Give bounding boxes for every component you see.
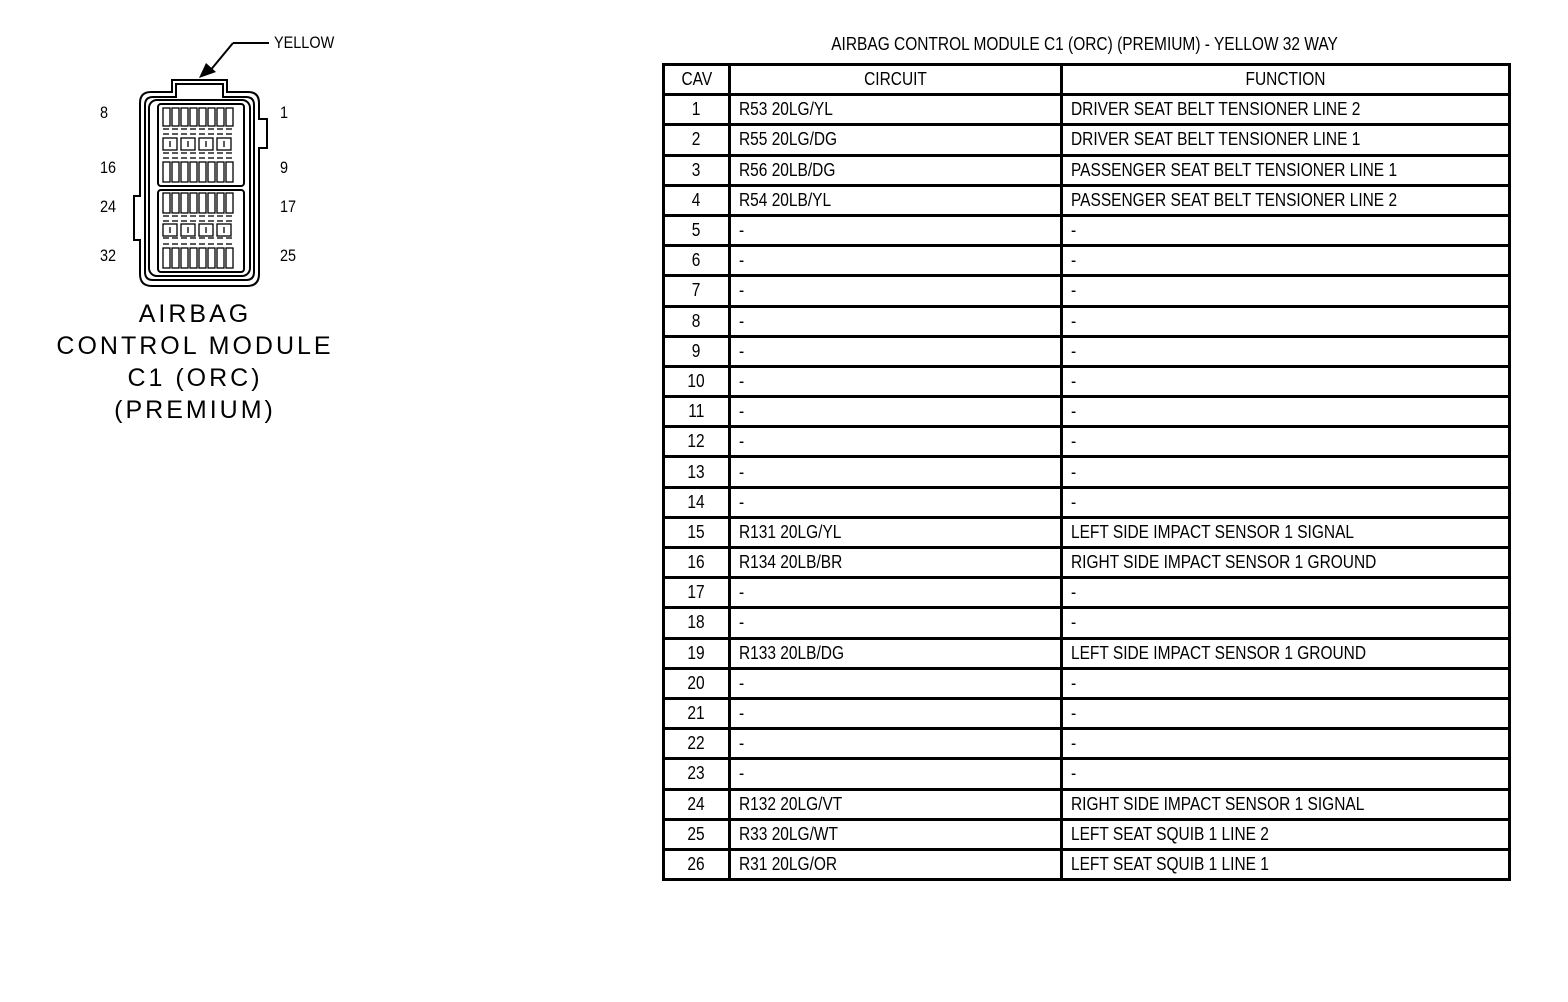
table-row (664, 457, 1510, 487)
circuit-cell-text: - (739, 672, 745, 693)
header-function-text: FUNCTION (1245, 69, 1326, 90)
function-cell-text: LEFT SEAT SQUIB 1 LINE 2 (1071, 823, 1269, 844)
cav-cell-text: 8 (692, 310, 701, 331)
cav-cell (664, 397, 730, 427)
cav-cell (664, 548, 730, 578)
pin-number-32: 32 (100, 246, 117, 265)
cav-cell (664, 366, 730, 396)
terminal-slot (217, 193, 224, 213)
function-cell (1062, 729, 1510, 759)
cav-cell (664, 759, 730, 789)
circuit-cell-text: R134 20LB/BR (739, 552, 843, 573)
cav-cell (664, 95, 730, 125)
function-cell (1062, 215, 1510, 245)
circuit-cell (730, 155, 1062, 185)
cav-cell (664, 427, 730, 457)
circuit-cell-text: - (739, 733, 745, 754)
table-row (664, 246, 1510, 276)
pinout-table (662, 63, 1511, 881)
cav-cell (664, 729, 730, 759)
circuit-cell (730, 698, 1062, 728)
function-cell (1062, 276, 1510, 306)
wire-color-label: YELLOW (274, 33, 335, 52)
header-circuit (730, 65, 1062, 95)
circuit-cell (730, 668, 1062, 698)
circuit-cell (730, 789, 1062, 819)
circuit-cell (730, 276, 1062, 306)
function-cell (1062, 185, 1510, 215)
pin-number-8: 8 (100, 103, 109, 122)
cav-cell (664, 849, 730, 879)
function-cell (1062, 608, 1510, 638)
circuit-cell (730, 95, 1062, 125)
table-title-text: AIRBAG CONTROL MODULE C1 (ORC) (PREMIUM) - YELLOW 32 WAY (831, 34, 1339, 54)
circuit-cell (730, 608, 1062, 638)
terminal-slot (172, 162, 179, 182)
function-cell (1062, 427, 1510, 457)
function-cell (1062, 759, 1510, 789)
function-cell-text: LEFT SIDE IMPACT SENSOR 1 GROUND (1071, 642, 1367, 663)
terminal-slot (172, 193, 179, 213)
terminal-slot (163, 193, 170, 213)
terminal-slot (199, 193, 206, 213)
cav-cell-text: 18 (687, 612, 706, 633)
circuit-cell-text: - (739, 310, 745, 331)
table-row (664, 95, 1510, 125)
circuit-cell (730, 819, 1062, 849)
cav-cell-text: 11 (688, 401, 705, 422)
circuit-cell-text: - (739, 340, 745, 361)
circuit-cell (730, 457, 1062, 487)
circuit-cell-text: R132 20LG/VT (739, 793, 843, 814)
cav-cell (664, 487, 730, 517)
cav-cell (664, 819, 730, 849)
function-cell-text: - (1071, 461, 1077, 482)
circuit-cell-text: R54 20LB/YL (739, 189, 832, 210)
circuit-cell (730, 427, 1062, 457)
table-row (664, 638, 1510, 668)
cav-cell (664, 336, 730, 366)
circuit-cell (730, 578, 1062, 608)
cav-cell-text: 14 (687, 491, 706, 512)
caption-line-1: AIRBAG (138, 300, 252, 328)
circuit-cell (730, 487, 1062, 517)
circuit-cell-text: - (739, 431, 745, 452)
function-cell (1062, 306, 1510, 336)
terminal-slot (172, 248, 179, 268)
function-cell-text: LEFT SIDE IMPACT SENSOR 1 SIGNAL (1071, 521, 1355, 542)
table-row (664, 427, 1510, 457)
connector-housing (134, 80, 267, 286)
circuit-cell-text: R31 20LG/OR (739, 853, 838, 874)
circuit-cell (730, 729, 1062, 759)
circuit-cell (730, 397, 1062, 427)
cav-cell (664, 608, 730, 638)
cav-cell (664, 789, 730, 819)
cav-cell (664, 457, 730, 487)
cav-cell-text: 7 (692, 280, 701, 301)
connector-figure (60, 28, 360, 318)
circuit-cell (730, 185, 1062, 215)
table-row (664, 215, 1510, 245)
function-cell (1062, 638, 1510, 668)
cav-cell (664, 185, 730, 215)
cav-cell-text: 22 (687, 733, 706, 754)
circuit-cell-text: - (739, 220, 745, 241)
table-row (664, 759, 1510, 789)
table-row (664, 366, 1510, 396)
terminal-slot (172, 108, 179, 126)
function-cell-text: - (1071, 703, 1077, 724)
function-cell-text: - (1071, 763, 1077, 784)
function-cell (1062, 487, 1510, 517)
circuit-cell (730, 849, 1062, 879)
function-cell-text: - (1071, 582, 1077, 603)
function-cell (1062, 578, 1510, 608)
function-cell (1062, 819, 1510, 849)
cav-cell (664, 125, 730, 155)
header-circuit-text: CIRCUIT (864, 69, 927, 90)
cav-cell (664, 638, 730, 668)
cav-cell-text: 12 (687, 431, 706, 452)
circuit-cell-text: - (739, 612, 745, 633)
table-row (664, 668, 1510, 698)
table-row (664, 698, 1510, 728)
circuit-cell-text: - (739, 763, 745, 784)
function-cell-text: LEFT SEAT SQUIB 1 LINE 1 (1071, 853, 1269, 874)
cav-cell (664, 306, 730, 336)
table-row (664, 789, 1510, 819)
table-row (664, 487, 1510, 517)
cav-cell-text: 19 (687, 642, 706, 663)
circuit-cell-text: - (739, 250, 745, 271)
color-leader (209, 43, 269, 72)
cav-cell-text: 5 (692, 220, 701, 241)
cav-cell (664, 155, 730, 185)
terminal-slot (190, 108, 197, 126)
circuit-cell (730, 336, 1062, 366)
function-cell (1062, 336, 1510, 366)
circuit-cell-text: R55 20LG/DG (739, 129, 838, 150)
cav-cell (664, 276, 730, 306)
function-cell (1062, 548, 1510, 578)
terminal-slot (163, 248, 170, 268)
terminal-slot (190, 248, 197, 268)
circuit-cell-text: - (739, 582, 745, 603)
pin-number-17: 17 (280, 197, 297, 216)
cav-cell-text: 6 (692, 250, 701, 271)
terminal-slot (181, 162, 188, 182)
pin-number-9: 9 (280, 158, 289, 177)
caption-line-3: C1 (ORC) (127, 364, 263, 392)
cav-cell (664, 215, 730, 245)
pin-number-25: 25 (280, 246, 297, 265)
terminal-slot (226, 162, 233, 182)
circuit-cell-text: R133 20LB/DG (739, 642, 844, 663)
cav-cell (664, 517, 730, 547)
function-cell (1062, 155, 1510, 185)
cav-cell-text: 20 (687, 672, 706, 693)
function-cell-text: - (1071, 431, 1077, 452)
cav-cell-text: 26 (687, 853, 706, 874)
cav-cell-text: 15 (687, 521, 706, 542)
terminal-slot (217, 108, 224, 126)
function-cell-text: - (1071, 733, 1077, 754)
pin-number-16: 16 (100, 158, 117, 177)
table-row (664, 729, 1510, 759)
circuit-cell (730, 759, 1062, 789)
header-cav (664, 65, 730, 95)
terminal-slot (199, 162, 206, 182)
table-row (664, 125, 1510, 155)
circuit-cell-text: - (739, 370, 745, 391)
terminal-slot (217, 248, 224, 268)
function-cell-text: - (1071, 612, 1077, 633)
circuit-cell (730, 517, 1062, 547)
cav-cell-text: 2 (692, 129, 701, 150)
circuit-cell (730, 306, 1062, 336)
cav-cell-text: 23 (687, 763, 706, 784)
terminal-slot (181, 248, 188, 268)
function-cell (1062, 397, 1510, 427)
cav-cell-text: 4 (692, 189, 701, 210)
function-cell (1062, 698, 1510, 728)
table-row (664, 819, 1510, 849)
function-cell-text: - (1071, 250, 1077, 271)
function-cell-text: RIGHT SIDE IMPACT SENSOR 1 SIGNAL (1071, 793, 1365, 814)
cav-cell (664, 246, 730, 276)
function-cell (1062, 457, 1510, 487)
circuit-cell (730, 548, 1062, 578)
function-cell-text: DRIVER SEAT BELT TENSIONER LINE 1 (1071, 129, 1361, 150)
cav-cell-text: 25 (687, 823, 706, 844)
cav-cell-text: 3 (692, 159, 701, 180)
caption-line-4: (PREMIUM) (114, 396, 276, 424)
terminal-slot (163, 162, 170, 182)
circuit-cell-text: - (739, 703, 745, 724)
cav-cell-text: 10 (687, 370, 706, 391)
terminal-slot (208, 108, 215, 126)
function-cell-text: PASSENGER SEAT BELT TENSIONER LINE 1 (1071, 159, 1398, 180)
cav-cell (664, 698, 730, 728)
terminal-slot (199, 248, 206, 268)
table-row (664, 276, 1510, 306)
circuit-cell-text: - (739, 401, 745, 422)
connector-caption (40, 298, 350, 426)
terminal-slot (226, 193, 233, 213)
terminal-slot (163, 108, 170, 126)
function-cell (1062, 517, 1510, 547)
circuit-cell-text: - (739, 461, 745, 482)
terminal-slot (181, 193, 188, 213)
function-cell-text: DRIVER SEAT BELT TENSIONER LINE 2 (1071, 99, 1361, 120)
function-cell (1062, 246, 1510, 276)
terminal-slot (208, 162, 215, 182)
function-cell (1062, 95, 1510, 125)
circuit-cell-text: R131 20LG/YL (739, 521, 842, 542)
cav-cell-text: 21 (687, 703, 706, 724)
terminal-slot (199, 108, 206, 126)
table-row (664, 608, 1510, 638)
table-body (664, 95, 1510, 880)
function-cell (1062, 789, 1510, 819)
caption-line-2: CONTROL MODULE (56, 332, 334, 360)
table-row (664, 849, 1510, 879)
terminal-slot (181, 108, 188, 126)
circuit-cell (730, 366, 1062, 396)
circuit-cell-text: R33 20LG/WT (739, 823, 838, 844)
cav-cell (664, 578, 730, 608)
table-header-row (664, 65, 1510, 95)
cav-cell-text: 13 (687, 461, 706, 482)
function-cell-text: - (1071, 370, 1077, 391)
table-row (664, 155, 1510, 185)
terminal-slot (226, 248, 233, 268)
terminal-slot (190, 193, 197, 213)
function-cell-text: - (1071, 340, 1077, 361)
function-cell-text: - (1071, 310, 1077, 331)
circuit-cell-text: R56 20LB/DG (739, 159, 836, 180)
table-row (664, 306, 1510, 336)
terminal-slot (226, 108, 233, 126)
table-row (664, 578, 1510, 608)
circuit-cell (730, 215, 1062, 245)
pin-number-1: 1 (280, 103, 289, 122)
function-cell (1062, 849, 1510, 879)
function-cell-text: - (1071, 672, 1077, 693)
pin-number-24: 24 (100, 197, 117, 216)
terminal-grid (163, 108, 233, 268)
table-row (664, 185, 1510, 215)
cav-cell-text: 1 (692, 99, 701, 120)
table-row (664, 336, 1510, 366)
header-cav-text: CAV (681, 69, 712, 90)
function-cell (1062, 366, 1510, 396)
cav-cell (664, 668, 730, 698)
function-cell-text: - (1071, 280, 1077, 301)
circuit-cell (730, 125, 1062, 155)
terminal-slot (208, 248, 215, 268)
function-cell-text: PASSENGER SEAT BELT TENSIONER LINE 2 (1071, 189, 1398, 210)
function-cell-text: - (1071, 220, 1077, 241)
header-function (1062, 65, 1510, 95)
function-cell (1062, 668, 1510, 698)
circuit-cell (730, 638, 1062, 668)
table-row (664, 397, 1510, 427)
function-cell-text: - (1071, 491, 1077, 512)
circuit-cell (730, 246, 1062, 276)
terminal-slot (217, 162, 224, 182)
circuit-cell-text: R53 20LG/YL (739, 99, 833, 120)
function-cell (1062, 125, 1510, 155)
function-cell-text: - (1071, 401, 1077, 422)
table-title (662, 33, 1508, 55)
cav-cell-text: 9 (692, 340, 701, 361)
circuit-cell-text: - (739, 491, 745, 512)
cav-cell-text: 24 (687, 793, 706, 814)
terminal-slot (190, 162, 197, 182)
cav-cell-text: 17 (687, 582, 706, 603)
table-row (664, 517, 1510, 547)
cav-cell-text: 16 (687, 552, 706, 573)
circuit-cell-text: - (739, 280, 745, 301)
terminal-slot (208, 193, 215, 213)
function-cell-text: RIGHT SIDE IMPACT SENSOR 1 GROUND (1071, 552, 1377, 573)
table-row (664, 548, 1510, 578)
